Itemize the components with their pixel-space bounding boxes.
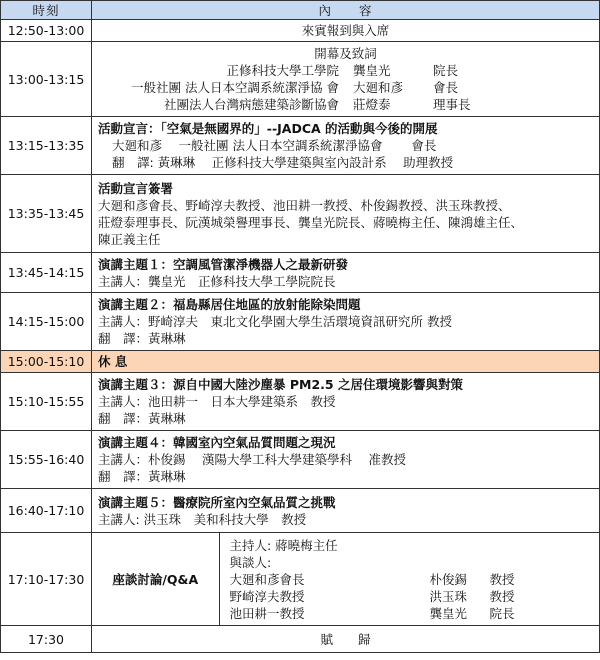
speaker-list: [98, 62, 593, 113]
guest-role: 教授: [489, 588, 515, 604]
time-cell: 15:10-15:55: [1, 373, 92, 431]
break-title: 休 息: [92, 351, 600, 373]
content-cell: [92, 175, 600, 253]
session-line: 主講人：龔皇光 正修科技大學工學院院長: [98, 273, 336, 289]
speaker-name: 大廻和彥: [353, 80, 404, 95]
speaker-org: 一般社團 法人日本空調系統潔淨協 會: [131, 80, 339, 95]
session-title: 演講主題２：福島縣居住地區的放射能除染問題: [98, 297, 361, 312]
time-cell: 13:00-13:15: [1, 42, 92, 117]
content-cell: [92, 373, 600, 431]
time-cell: 17:10-17:30: [1, 533, 92, 626]
header-row: [1, 1, 600, 20]
session-line: 主講人：池田耕一 日本大學建築系 教授: [98, 394, 336, 409]
table-row: [1, 373, 600, 431]
content-cell: [92, 42, 600, 117]
table-row: [1, 117, 600, 175]
time-cell: 13:45-14:15: [1, 253, 92, 293]
time-cell: 16:40-17:10: [1, 489, 92, 533]
header-content: 內 容: [92, 1, 600, 20]
header-time: 時刻: [1, 1, 92, 20]
content-cell: [92, 293, 600, 351]
session-line: 翻 譯：黃琳琳: [98, 469, 186, 484]
session-title: 演講主題５：醫療院所室內空氣品質之挑戰: [98, 494, 336, 510]
time-cell: 13:15-13:35: [1, 117, 92, 175]
table-row: [1, 293, 600, 351]
panel-host: 主持人: 蔣曉梅主任: [229, 537, 338, 553]
session-title: 活動宣言簽署: [98, 180, 174, 196]
table-row: [1, 253, 600, 293]
closing-cell: 賦 歸: [92, 626, 600, 653]
content-cell: [92, 117, 600, 175]
table-row: [1, 489, 600, 533]
time-cell: 14:15-15:00: [1, 293, 92, 351]
table-row: [1, 20, 600, 42]
table-row: [1, 175, 600, 253]
panel-table: [92, 533, 599, 625]
session-title: 演講主題３：源自中國大陸沙塵暴 PM2.5 之居住環境影響與對策: [98, 377, 463, 392]
speaker-name: 莊燈泰: [353, 97, 391, 112]
content-cell: [92, 489, 600, 533]
session-title: 活動宣言：「空氣是無國界的」--JADCA 的活動與今後的開展: [98, 121, 438, 136]
session-line: 大廻和彥 一般社團 法人日本空調系統潔淨協會 會長: [112, 138, 437, 153]
session-line: 主講人: 洪玉珠 美和科技大學 教授: [98, 511, 307, 527]
table-row: [1, 431, 600, 489]
session-line: 陳正義主任: [98, 231, 161, 247]
panel-guest-list: [230, 571, 600, 622]
panel-title: 座談討論/Q&A: [92, 533, 219, 625]
session-line: 大廻和彥會長、野崎淳夫教授、池田耕一教授、朴俊錫教授、洪玉珠教授、: [98, 197, 511, 213]
speaker-role: 會長: [433, 80, 459, 95]
guest-name: 野崎淳夫教授: [229, 588, 305, 604]
guest-role: 院長: [489, 605, 515, 621]
session-line: 翻 譯：黃琳琳: [98, 331, 186, 346]
time-cell: 17:30: [1, 626, 92, 653]
time-cell: 15:00-15:10: [1, 351, 92, 373]
panel-row: [1, 533, 600, 626]
panel-guests-label: 與談人:: [229, 554, 272, 570]
session-title: 演講主題４：韓國室內空氣品質問題之現況: [98, 435, 336, 450]
panel-people: [219, 533, 599, 625]
time-cell: 13:35-13:45: [1, 175, 92, 253]
guest-name: 洪玉珠: [429, 588, 468, 604]
session-line: 主講人：朴俊錫 漢陽大學工科大學建築學科 准教授: [98, 452, 406, 467]
guest-name: 龔皇光: [429, 605, 468, 621]
table-row: [1, 626, 600, 653]
time-cell: 12:50-13:00: [1, 20, 92, 42]
speaker-name: 龔皇光: [353, 63, 391, 78]
session-title: 演講主題１：空調風管潔淨機器人之最新研發: [98, 256, 349, 272]
panel-cell: [92, 533, 600, 626]
session-line: 莊燈泰理事長、阮漢城榮譽理事長、龔皇光院長、蔣曉梅主任、陳鴻雄主任、: [98, 214, 524, 230]
content-cell: 來賓報到與入席: [92, 20, 600, 42]
guest-name: 大廻和彥會長: [229, 571, 305, 587]
time-cell: 15:55-16:40: [1, 431, 92, 489]
break-row: [1, 351, 600, 373]
speaker-role: 理事長: [433, 97, 471, 112]
content-cell: [92, 253, 600, 293]
opening-title: 開幕及致詞: [314, 46, 377, 61]
session-line: 翻 譯: 黃琳琳 正修科技大學建築與室內設計系 助理教授: [112, 155, 454, 170]
guest-name: 池田耕一教授: [229, 605, 305, 621]
guest-role: 教授: [489, 571, 515, 587]
session-line: 翻 譯：黃琳琳: [98, 411, 186, 426]
session-line: 主講人：野崎淳夫 東北文化學園大學生活環境資訊研究所 教授: [98, 314, 452, 329]
speaker-role: 院長: [433, 63, 459, 78]
speaker-org: 社團法人台灣病態建築診斷協會: [163, 97, 339, 112]
content-cell: [92, 431, 600, 489]
table-row: [1, 42, 600, 117]
speaker-org: 正修科技大學工學院: [226, 63, 339, 78]
guest-name: 朴俊錫: [429, 571, 468, 587]
